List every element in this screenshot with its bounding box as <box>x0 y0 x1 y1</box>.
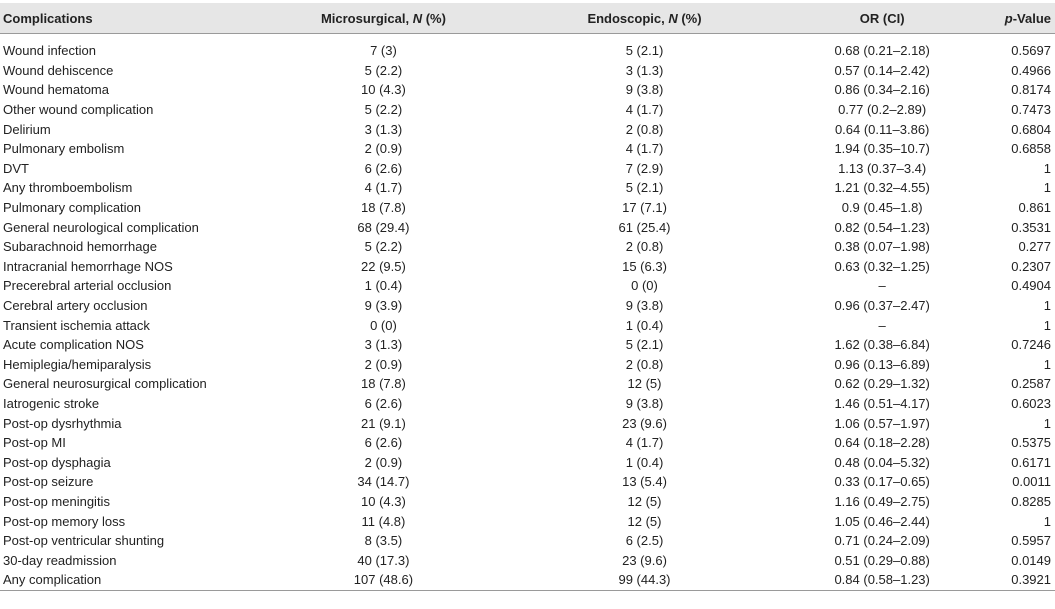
table-row <box>0 550 1055 570</box>
cell-p-value: 1 <box>1043 160 1051 176</box>
cell-complication: Any complication <box>0 570 237 590</box>
cell-complication: Post-op seizure <box>3 474 94 490</box>
cell-or-ci: 0.63 (0.32–1.25) <box>834 258 930 274</box>
cell-complication: Post-op ventricular shunting <box>3 533 165 549</box>
cell-microsurgical: 4 (1.7) <box>364 180 403 196</box>
cell-microsurgical: 0 (0) <box>370 317 397 333</box>
cell-complication: Any thromboembolism <box>3 180 133 196</box>
spacer-row <box>0 34 1055 42</box>
cell-p-value: 1 <box>1043 298 1051 314</box>
cell-endoscopic: 5 (2.1) <box>625 180 664 196</box>
cell-microsurgical: 5 (2.2) <box>364 62 403 78</box>
cell-microsurgical: 9 (3.9) <box>364 298 403 314</box>
cell-or-ci: 0.48 (0.04–5.32) <box>834 454 930 470</box>
cell-p-value: 0.861 <box>1018 200 1051 216</box>
cell-complication: General neurosurgical complication <box>3 376 207 392</box>
cell-or-ci: 1.62 (0.38–6.84) <box>834 337 930 353</box>
cell-complication: Transient ischemia attack <box>3 317 150 333</box>
cell-endoscopic: 99 (44.3) <box>470 570 750 590</box>
cell-p-value: 0.2307 <box>1011 258 1051 274</box>
cell-p-value: 0.5957 <box>1011 533 1051 549</box>
cell-p-value: 0.6858 <box>1011 141 1051 157</box>
cell-microsurgical: 107 (48.6) <box>237 570 470 590</box>
cell-or-ci: 0.51 (0.29–0.88) <box>834 552 930 568</box>
cell-or-ci: 1.21 (0.32–4.55) <box>834 180 930 196</box>
cell-complication: Hemiplegia/hemiparalysis <box>3 356 152 372</box>
cell-microsurgical: 2 (0.9) <box>364 141 403 157</box>
cell-complication: Post-op memory loss <box>3 513 126 529</box>
table-body <box>0 34 1055 591</box>
cell-p-value: 0.277 <box>1018 239 1051 255</box>
cell-p-value: 0.0149 <box>1011 552 1051 568</box>
cell-or-ci: 0.9 (0.45–1.8) <box>841 200 923 216</box>
table-row <box>0 433 1055 453</box>
cell-microsurgical: 34 (14.7) <box>357 474 410 490</box>
cell-complication: Post-op meningitis <box>3 493 110 509</box>
cell-or-ci: 1.16 (0.49–2.75) <box>834 493 930 509</box>
cell-endoscopic: 3 (1.3) <box>625 62 664 78</box>
cell-or-ci: 0.96 (0.13–6.89) <box>834 356 930 372</box>
cell-or-ci: 0.84 (0.58–1.23) <box>749 570 955 590</box>
table-row <box>0 394 1055 414</box>
table-row <box>0 159 1055 179</box>
cell-microsurgical: 18 (7.8) <box>361 200 406 216</box>
cell-p-value: 0.5375 <box>1011 435 1051 451</box>
cell-complication: Cerebral artery occlusion <box>3 298 148 314</box>
cell-p-value: 0.8285 <box>1011 493 1051 509</box>
table-row <box>0 452 1055 472</box>
table-row <box>0 178 1055 198</box>
cell-microsurgical: 21 (9.1) <box>361 415 406 431</box>
header-or-ci: OR (CI) <box>749 3 955 34</box>
cell-endoscopic: 13 (5.4) <box>622 474 667 490</box>
cell-endoscopic: 2 (0.8) <box>625 121 664 137</box>
cell-complication: Wound hematoma <box>3 82 109 98</box>
cell-microsurgical: 2 (0.9) <box>364 454 403 470</box>
cell-endoscopic: 12 (5) <box>627 376 662 392</box>
cell-microsurgical: 5 (2.2) <box>364 239 403 255</box>
cell-microsurgical: 8 (3.5) <box>364 533 403 549</box>
cell-endoscopic: 23 (9.6) <box>622 552 667 568</box>
cell-complication: Wound dehiscence <box>3 62 114 78</box>
cell-p-value: 1 <box>1043 415 1051 431</box>
cell-microsurgical: 11 (4.8) <box>361 513 406 529</box>
cell-p-value: 1 <box>1043 317 1051 333</box>
table-row <box>0 511 1055 531</box>
table-row <box>0 355 1055 375</box>
table-row <box>0 374 1055 394</box>
cell-endoscopic: 12 (5) <box>627 493 662 509</box>
table-row <box>0 80 1055 100</box>
cell-complication: Other wound complication <box>3 102 154 118</box>
cell-microsurgical: 10 (4.3) <box>361 82 406 98</box>
table-row <box>0 296 1055 316</box>
cell-or-ci: 1.13 (0.37–3.4) <box>838 160 927 176</box>
cell-endoscopic: 1 (0.4) <box>625 317 664 333</box>
cell-complication: Pulmonary embolism <box>3 141 125 157</box>
cell-endoscopic: 2 (0.8) <box>625 239 664 255</box>
cell-or-ci: 0.96 (0.37–2.47) <box>834 298 930 314</box>
cell-endoscopic: 61 (25.4) <box>618 219 671 235</box>
cell-endoscopic: 4 (1.7) <box>625 435 664 451</box>
cell-p-value: 0.6023 <box>1011 395 1051 411</box>
cell-p-value: 0.2587 <box>1011 376 1051 392</box>
cell-complication: 30-day readmission <box>3 552 117 568</box>
cell-p-value: 0.3921 <box>955 570 1055 590</box>
cell-endoscopic: 1 (0.4) <box>625 454 664 470</box>
cell-microsurgical: 40 (17.3) <box>357 552 410 568</box>
cell-p-value: 1 <box>1043 180 1051 196</box>
cell-complication: Iatrogenic stroke <box>3 395 100 411</box>
cell-or-ci: 1.46 (0.51–4.17) <box>834 395 930 411</box>
table-row <box>0 139 1055 159</box>
cell-endoscopic: 4 (1.7) <box>625 141 664 157</box>
cell-microsurgical: 6 (2.6) <box>364 435 403 451</box>
cell-endoscopic: 5 (2.1) <box>625 337 664 353</box>
cell-p-value: 1 <box>1043 513 1051 529</box>
header-complications: Complications <box>0 3 237 34</box>
cell-or-ci: 1.05 (0.46–2.44) <box>834 513 930 529</box>
table-row <box>0 100 1055 120</box>
header-p-value: p-Value <box>955 3 1055 34</box>
table-row <box>0 41 1055 61</box>
cell-endoscopic: 0 (0) <box>631 278 658 294</box>
cell-or-ci: 0.86 (0.34–2.16) <box>834 82 930 98</box>
cell-or-ci: 0.33 (0.17–0.65) <box>834 474 930 490</box>
cell-microsurgical: 5 (2.2) <box>364 102 403 118</box>
table-row <box>0 217 1055 237</box>
cell-p-value: 0.5697 <box>1011 43 1051 59</box>
cell-endoscopic: 5 (2.1) <box>625 43 664 59</box>
cell-p-value: 0.6171 <box>1011 454 1051 470</box>
table-row <box>0 570 1055 590</box>
cell-microsurgical: 18 (7.8) <box>361 376 406 392</box>
cell-or-ci: – <box>878 278 886 294</box>
cell-p-value: 0.3531 <box>1011 219 1051 235</box>
cell-complication: Post-op MI <box>3 435 66 451</box>
cell-microsurgical: 7 (3) <box>370 43 397 59</box>
cell-p-value: 0.4904 <box>1011 278 1051 294</box>
cell-microsurgical: 2 (0.9) <box>364 356 403 372</box>
cell-endoscopic: 4 (1.7) <box>625 102 664 118</box>
cell-microsurgical: 1 (0.4) <box>364 278 403 294</box>
cell-or-ci: 0.57 (0.14–2.42) <box>834 62 930 78</box>
table-row <box>0 472 1055 492</box>
cell-p-value: 0.7473 <box>1011 102 1051 118</box>
cell-microsurgical: 3 (1.3) <box>364 121 403 137</box>
cell-microsurgical: 6 (2.6) <box>364 160 403 176</box>
cell-p-value: 0.6804 <box>1011 121 1051 137</box>
cell-endoscopic: 6 (2.5) <box>625 533 664 549</box>
cell-endoscopic: 9 (3.8) <box>625 298 664 314</box>
table-row <box>0 119 1055 139</box>
cell-p-value: 0.4966 <box>1011 62 1051 78</box>
table-row <box>0 492 1055 512</box>
cell-endoscopic: 7 (2.9) <box>625 160 664 176</box>
cell-complication: Intracranial hemorrhage NOS <box>3 258 173 274</box>
cell-endoscopic: 12 (5) <box>627 513 662 529</box>
cell-or-ci: 0.68 (0.21–2.18) <box>834 43 930 59</box>
cell-complication: Acute complication NOS <box>3 337 144 353</box>
cell-complication: Wound infection <box>3 43 96 59</box>
table-row <box>0 61 1055 81</box>
cell-endoscopic: 9 (3.8) <box>625 395 664 411</box>
cell-endoscopic: 9 (3.8) <box>625 82 664 98</box>
cell-complication: Precerebral arterial occlusion <box>3 278 172 294</box>
cell-p-value: 0.0011 <box>1012 474 1051 490</box>
cell-or-ci: 0.71 (0.24–2.09) <box>834 533 930 549</box>
table-row <box>0 237 1055 257</box>
table-row <box>0 198 1055 218</box>
cell-endoscopic: 17 (7.1) <box>622 200 667 216</box>
table-row <box>0 531 1055 551</box>
cell-endoscopic: 2 (0.8) <box>625 356 664 372</box>
cell-complication: Post-op dysphagia <box>3 454 111 470</box>
cell-microsurgical: 10 (4.3) <box>361 493 406 509</box>
cell-or-ci: 0.64 (0.18–2.28) <box>834 435 930 451</box>
table-header <box>0 3 1055 34</box>
table-row <box>0 413 1055 433</box>
cell-complication: Subarachnoid hemorrhage <box>3 239 157 255</box>
cell-microsurgical: 22 (9.5) <box>361 258 406 274</box>
complications-table <box>0 3 1055 591</box>
cell-or-ci: 1.06 (0.57–1.97) <box>834 415 930 431</box>
cell-microsurgical: 68 (29.4) <box>357 219 410 235</box>
cell-p-value: 0.7246 <box>1011 337 1051 353</box>
cell-complication: DVT <box>3 160 29 176</box>
table-row <box>0 276 1055 296</box>
cell-microsurgical: 6 (2.6) <box>364 395 403 411</box>
cell-endoscopic: 23 (9.6) <box>622 415 667 431</box>
cell-microsurgical: 3 (1.3) <box>364 337 403 353</box>
table-row <box>0 257 1055 277</box>
header-endoscopic: Endoscopic, N (%) <box>470 3 750 34</box>
cell-or-ci: 1.94 (0.35–10.7) <box>834 141 930 157</box>
cell-or-ci: 0.38 (0.07–1.98) <box>834 239 930 255</box>
cell-p-value: 0.8174 <box>1011 82 1051 98</box>
header-row <box>0 3 1055 34</box>
cell-complication: Delirium <box>3 121 51 137</box>
header-microsurgical: Microsurgical, N (%) <box>237 3 470 34</box>
cell-or-ci: 0.77 (0.2–2.89) <box>838 102 927 118</box>
cell-complication: Post-op dysrhythmia <box>3 415 122 431</box>
cell-complication: General neurological complication <box>3 219 199 235</box>
cell-or-ci: – <box>878 317 886 333</box>
table-row <box>0 315 1055 335</box>
table-row <box>0 335 1055 355</box>
cell-endoscopic: 15 (6.3) <box>622 258 667 274</box>
cell-or-ci: 0.62 (0.29–1.32) <box>834 376 930 392</box>
cell-complication: Pulmonary complication <box>3 200 142 216</box>
cell-or-ci: 0.82 (0.54–1.23) <box>834 219 930 235</box>
cell-or-ci: 0.64 (0.11–3.86) <box>834 121 930 137</box>
cell-p-value: 1 <box>1043 356 1051 372</box>
